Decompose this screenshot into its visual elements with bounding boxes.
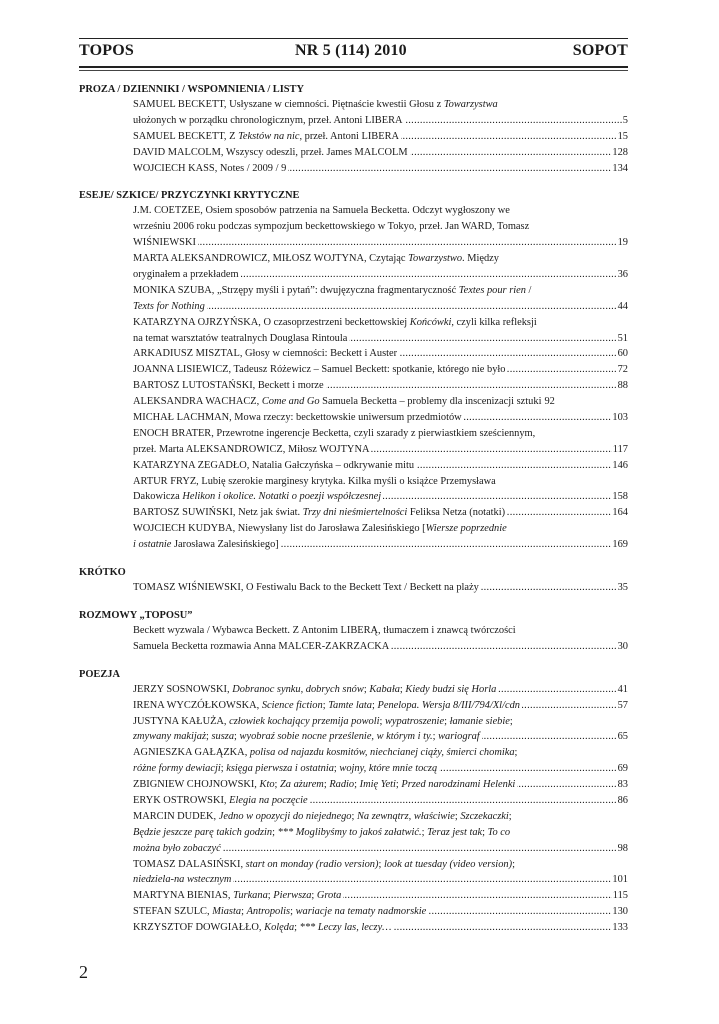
entry-text: DAVID MALCOLM, Wszyscy odeszli, przeł. James MALCOLM (133, 146, 408, 158)
entry-text: Dakowicza Helikon i okolice. Notatki o poezji współczesnej (133, 491, 382, 503)
entry-page-number: 60 (617, 348, 628, 360)
entry-line (133, 362, 628, 378)
toc-entry (133, 362, 628, 378)
entry-leader (133, 458, 611, 474)
entry-leader (133, 793, 617, 809)
entry-line: Beckett wyzwala / Wybawca Beckett. Z Antonim LIBERĄ, tłumaczem i znawcą twórczości (133, 624, 516, 636)
toc-entry (133, 714, 628, 746)
entry-leader (133, 580, 617, 596)
toc-entry (133, 745, 628, 777)
entry-text: TOMASZ WIŚNIEWSKI, O Festiwalu Back to the Beckett Text / Beckett na plaży (133, 582, 479, 594)
entry-line (133, 489, 628, 505)
entry-page-number: 15 (617, 130, 628, 142)
entry-text: SAMUEL BECKETT, Z Tekstów na nic, przeł. Antoni LIBERA (133, 130, 400, 142)
entry-line (133, 639, 628, 655)
entry-line: TOMASZ DALASIŃSKI, start on monday (radio version); look at tuesday (video version); (133, 858, 515, 870)
entry-text: JOANNA LISIEWICZ, Tadeusz Różewicz – Samuel Beckett: spotkanie, którego nie było (133, 364, 506, 376)
toc-entry (133, 888, 628, 904)
entry-text: KRZYSZTOF DOWGIAŁŁO, Kolęda; *** Leczy las, leczy… (133, 922, 392, 934)
entry-text: WIŚNIEWSKI (133, 237, 196, 249)
entry-page-number: 57 (617, 699, 628, 711)
toc-entry (133, 521, 628, 553)
entry-page-number: 101 (612, 874, 628, 886)
entry-leader (133, 505, 611, 521)
section-title: ROZMOWY „TOPOSU” (79, 609, 193, 621)
toc-section (79, 608, 628, 655)
entry-text: STEFAN SZULC, Miasta; Antropolis; wariacje na tematy nadmorskie (133, 906, 427, 918)
entry-leader (133, 267, 617, 283)
entry-text: KATARZYNA ZEGADŁO, Natalia Gałczyńska – odkrywanie mitu (133, 459, 415, 471)
section-title: KRÓTKO (79, 567, 126, 579)
entry-leader (133, 235, 617, 251)
entry-leader (133, 761, 617, 777)
table-of-contents (79, 82, 628, 948)
toc-entry (133, 857, 628, 889)
entry-line (133, 346, 628, 362)
header-thick-rule (79, 66, 628, 68)
entry-line (133, 505, 628, 521)
toc-entry (133, 682, 628, 698)
entry-line (133, 777, 628, 793)
entry-line: WOJCIECH KUDYBA, Niewysłany list do Jarosława Zalesińskiego [Wiersze poprzednie (133, 523, 507, 535)
toc-entry (133, 145, 628, 161)
header-thin-rule (79, 70, 628, 71)
entry-leader (133, 729, 617, 745)
entry-page-number: 69 (617, 763, 628, 775)
entry-page-number: 19 (617, 237, 628, 249)
entry-text: Samuela Becketta rozmawia Anna MALCER-ZAKRZACKA (133, 640, 390, 652)
entry-page-number: 98 (617, 842, 628, 854)
toc-entry (133, 283, 628, 315)
entry-text: BARTOSZ LUTOSTAŃSKI, Beckett i morze (133, 380, 324, 392)
entry-text: i ostatnie Jarosława Zalesińskiego] (133, 539, 279, 551)
toc-entry (133, 474, 628, 506)
entry-line (133, 410, 628, 426)
entry-leader (133, 537, 611, 553)
entry-leader (133, 841, 617, 857)
entry-text: ułożonych w porządku chronologicznym, przeł. Antoni LIBERA (133, 114, 403, 126)
toc-section (79, 565, 628, 596)
toc-entry (133, 623, 628, 655)
entry-page-number: 134 (612, 162, 628, 174)
entry-text: przeł. Marta ALEKSANDROWICZ, Miłosz WOJTYNA (133, 443, 370, 455)
page-number: 2 (79, 962, 88, 982)
entry-page-number: 36 (617, 269, 628, 281)
entry-page-number: 86 (617, 794, 628, 806)
entry-page-number: 83 (617, 779, 628, 791)
toc-section (79, 82, 628, 176)
entry-page-number: 72 (617, 364, 628, 376)
entry-line (133, 698, 628, 714)
toc-entry (133, 505, 628, 521)
entry-page-number: 5 (622, 114, 628, 126)
entry-leader (133, 331, 617, 347)
entry-text: MICHAŁ LACHMAN, Mowa rzeczy: beckettowskie uniwersum przedmiotów (133, 412, 462, 424)
entry-line (133, 580, 628, 596)
entry-line (133, 235, 628, 251)
section-title: POEZJA (79, 668, 120, 680)
entry-page-number: 41 (617, 683, 628, 695)
entry-line (133, 145, 628, 161)
entry-text: można było zobaczyć (133, 842, 221, 854)
entry-leader (133, 442, 612, 458)
entry-leader (133, 362, 617, 378)
entry-line: Będzie jeszcze parę takich godzin; *** Moglibyśmy to jakoś załatwić.; Teraz jest tak; To co (133, 826, 511, 838)
entry-page-number: 133 (612, 922, 628, 934)
toc-entry (133, 698, 628, 714)
entry-text: ALEKSANDRA WACHACZ, Come and Go Samuela Becketta – problemy dla inscenizacji sztuki (133, 396, 542, 408)
entry-line: AGNIESZKA GAŁĄZKA, polisa od najazdu kosmitów, niechcianej ciąży, śmierci chomika; (133, 747, 518, 759)
entry-line: J.M. COETZEE, Osiem sposobów patrzenia na Samuela Becketta. Odczyt wygłoszony we (133, 205, 510, 217)
entry-line: SAMUEL BECKETT, Usłyszane w ciemności. Piętnaście kwestii Głosu z Towarzystwa (133, 99, 498, 110)
entry-page-number: 44 (617, 300, 628, 312)
entry-line: wrześniu 2006 roku podczas sympozjum beckettowskiego w Tokyo, przeł. Jan WARD, Tomasz (133, 221, 530, 233)
entry-line (133, 113, 628, 129)
entry-page-number: 103 (612, 412, 628, 424)
entry-line (133, 331, 628, 347)
entry-line (133, 442, 628, 458)
toc-entry (133, 346, 628, 362)
section-entries (133, 682, 628, 936)
entry-page-number: 115 (612, 890, 628, 902)
toc-entry (133, 904, 628, 920)
entry-leader (133, 682, 617, 698)
entry-page-number: 35 (617, 582, 628, 594)
entry-leader (133, 698, 617, 714)
entry-leader (133, 346, 617, 362)
entry-text: różne formy dewiacji; księga pierwsza i ostatnia; wojny, które mnie toczą (133, 763, 438, 775)
entry-page-number: 130 (612, 906, 628, 918)
toc-section (79, 188, 628, 553)
entry-line: ARTUR FRYZ, Lubię szerokie marginesy krytyka. Kilka myśli o książce Przemysława (133, 475, 496, 487)
entry-text: BARTOSZ SUWIŃSKI, Netz jak świat. Trzy dni nieśmiertelności Feliksa Netza (notatki) (133, 507, 506, 519)
entry-text: ARKADIUSZ MISZTAL, Głosy w ciemności: Beckett i Auster (133, 348, 398, 360)
entry-line: ENOCH BRATER, Przewrotne ingerencje Becketta, czyli szarady z pierwiastkiem sześciennym, (133, 427, 536, 439)
entry-text: IRENA WYCZÓŁKOWSKA, Science fiction; Tamte lata; Penelopa. Wersja 8/III/794/Xl/cdn (133, 699, 520, 711)
entry-line (133, 888, 628, 904)
toc-entry (133, 394, 628, 410)
entry-line: MARTA ALEKSANDROWICZ, MIŁOSZ WOJTYNA, Czytając Towarzystwo. Między (133, 253, 499, 265)
entry-text: ERYK OSTROWSKI, Elegia na poczęcie (133, 794, 308, 806)
toc-entry (133, 809, 628, 857)
entry-line (133, 920, 628, 936)
running-header (79, 42, 628, 62)
entry-page-number: 158 (612, 491, 628, 503)
entry-text: JERZY SOSNOWSKI, Dobranoc synku, dobrych snów; Kabała; Kiedy budzi się Horla (133, 683, 497, 695)
entry-line (133, 904, 628, 920)
entry-line: MARCIN DUDEK, Jedno w opozycji do niejednego; Na zewnątrz, właściwie; Szczekaczki; (133, 810, 512, 822)
entry-line (133, 299, 628, 315)
entry-line (133, 129, 628, 145)
toc-entry (133, 920, 628, 936)
entry-line: KATARZYNA OJRZYŃSKA, O czasoprzestrzeni beckettowskiej Końcówki, czyli kilka refleksji (133, 316, 537, 328)
section-title: ESEJE/ SZKICE/ PRZYCZYNKI KRYTYCZNE (79, 190, 300, 202)
entry-leader (133, 872, 611, 888)
entry-text: oryginałem a przekładem (133, 269, 239, 281)
entry-line (133, 378, 628, 394)
section-entries (133, 203, 628, 553)
entry-line (133, 729, 628, 745)
entry-page-number: 164 (612, 507, 628, 519)
entry-line (133, 267, 628, 283)
toc-entry (133, 580, 628, 596)
section-entries (133, 580, 628, 596)
entry-page-number: 169 (612, 539, 628, 551)
entry-leader (133, 410, 611, 426)
entry-text: niedziela-na wstecznym (133, 874, 232, 886)
entry-leader (133, 145, 611, 161)
journal-title: TOPOS (79, 42, 134, 59)
issue-number: NR 5 (114) 2010 (295, 42, 407, 59)
entry-leader (133, 378, 617, 394)
entry-line (133, 761, 628, 777)
toc-entry (133, 203, 628, 251)
entry-leader (133, 161, 611, 177)
entry-page-number: 117 (612, 443, 628, 455)
toc-entry (133, 410, 628, 426)
entry-leader (133, 489, 611, 505)
entry-page-number: 146 (612, 459, 628, 471)
entry-text: zmywany makijaż; susza; wyobraź sobie nocne prześlenie, w którym i ty.; wariograf (133, 731, 480, 743)
entry-line (133, 872, 628, 888)
entry-leader (133, 129, 617, 145)
toc-entry (133, 378, 628, 394)
entry-line (133, 394, 628, 410)
section-entries (133, 97, 628, 176)
entry-leader (133, 113, 622, 129)
entry-page-number: 128 (612, 146, 628, 158)
entry-line (133, 682, 628, 698)
entry-text: WOJCIECH KASS, Notes / 2009 / 9 (133, 162, 287, 174)
publication-place: SOPOT (572, 42, 628, 59)
entry-page-number: 92 (544, 396, 555, 408)
entry-leader (133, 920, 611, 936)
entry-text: MARTYNA BIENIAS, Turkana; Pierwsza; Grota (133, 890, 342, 902)
toc-section (79, 667, 628, 936)
entry-text: ZBIGNIEW CHOJNOWSKI, Kto; Za ażurem; Radio; Imię Yeti; Przed narodzinami Helenki (133, 779, 516, 791)
header-top-rule (79, 38, 628, 39)
section-title: PROZA / DZIENNIKI / WSPOMNIENIA / LISTY (79, 84, 304, 95)
toc-entry (133, 129, 628, 145)
toc-entry (133, 315, 628, 347)
entry-line (133, 841, 628, 857)
toc-entry (133, 793, 628, 809)
entry-text: na temat warsztatów teatralnych Douglasa Rintoula (133, 332, 348, 344)
entry-leader (133, 639, 617, 655)
entry-line (133, 793, 628, 809)
toc-entry (133, 777, 628, 793)
entry-line (133, 161, 628, 177)
toc-entry (133, 426, 628, 458)
toc-entry (133, 251, 628, 283)
entry-line: MONIKA SZUBA, „Strzępy myśli i pytań”: dwujęzyczna fragmentaryczność Textes pour rien / (133, 284, 532, 296)
entry-page-number: 88 (617, 380, 628, 392)
entry-leader (133, 904, 611, 920)
entry-leader (133, 299, 617, 315)
entry-page-number: 51 (617, 332, 628, 344)
entry-text: Texts for Nothing (133, 300, 205, 312)
entry-page-number: 30 (617, 640, 628, 652)
entry-page-number: 65 (617, 731, 628, 743)
toc-entry (133, 97, 628, 129)
toc-entry (133, 161, 628, 177)
toc-entry (133, 458, 628, 474)
entry-leader (133, 888, 612, 904)
entry-line: JUSTYNA KAŁUŻA, człowiek kochający przemija powoli; wypatroszenie; łamanie siebie; (133, 715, 513, 727)
entry-leader (133, 777, 617, 793)
entry-line (133, 458, 628, 474)
section-entries (133, 623, 628, 655)
entry-line (133, 537, 628, 553)
